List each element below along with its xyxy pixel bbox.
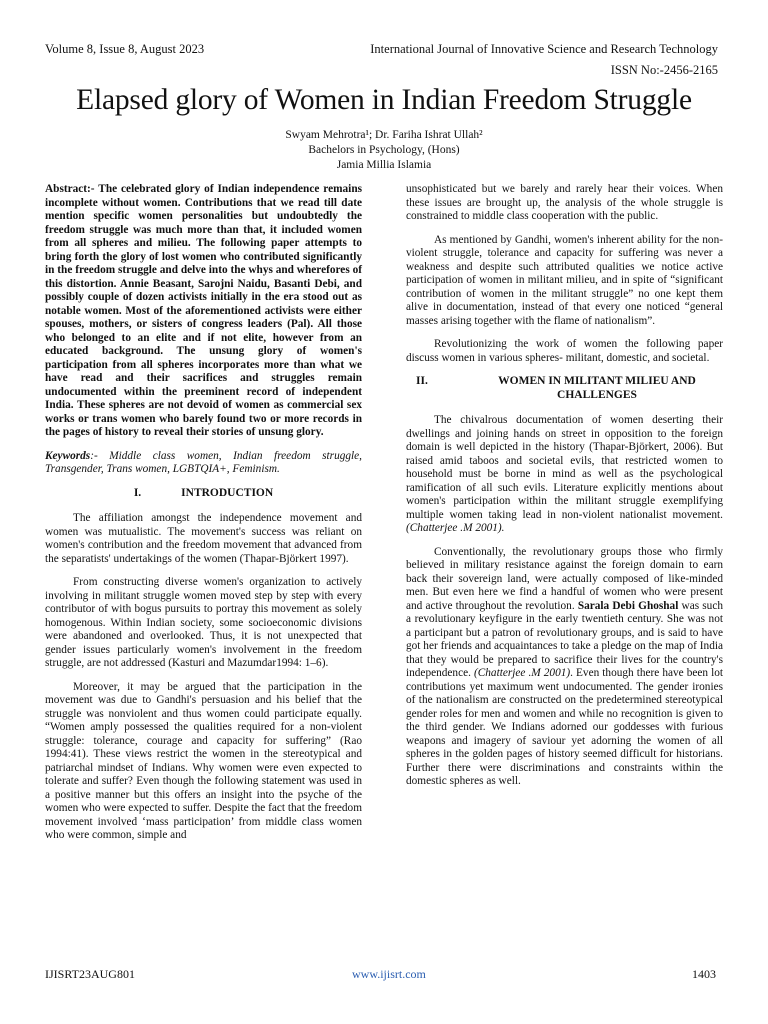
paragraph-text: was such a revolutionary keyfigure in the early twentieth century. She was not a participant but a patron of revolutionary groups, and is said to have got her friends and acquaintances to take a pledge on the map of India that they would be prepared to sacrifice their lives for the country's independence. [406,599,723,679]
volume-info: Volume 8, Issue 8, August 2023 [45,42,205,56]
author-institution: Jamia Millia Islamia [336,159,432,171]
section-heading-militant-milieu [406,375,723,402]
keywords-text: :- Middle class women, Indian freedom struggle, Transgender, Trans women, LGBTQIA+, Feminism. [45,449,362,475]
right-column [406,183,723,799]
author-block [0,128,768,173]
paragraph-text: Conventionally, the revolutionary groups those who firmly believed in military resistance against the foreign domain to earn back their sovereign land, were actually composed of like-minded men. But even here we find a handful of women who were present and active throughout the revolution. [406,545,723,612]
section-heading-introduction [45,487,362,501]
page-number: 1403 [692,967,716,981]
left-column [45,183,362,853]
keywords-label: Keywords [45,449,91,462]
paper-title: Elapsed glory of Women in Indian Freedom Struggle [76,84,692,116]
paragraph: From constructing diverse women's organization to actively involving in militant struggle women moved step by step with every contributor of with bogus pursuits to portray this movement as solely homogenous. Within Indian society, some socioeconomic divisions were abandoned and overlooked. Thus, it is not unexpected that gender issues particularly women's involvement in the freedom struggle, are not addressed (Kasturi and Mazumdar1994: 1–6). [45,576,362,669]
paragraph: The affiliation amongst the independence movement and women was mutualistic. The movement's success was reliant on women's contribution and the freedom movement that advanced from the separatists' undertakings of the women (Thapar-Björkert 1997). [45,512,362,565]
journal-url[interactable]: www.ijisrt.com [352,967,426,981]
author-names: Swyam Mehrotra¹; Dr. Fariha Ishrat Ullah² [285,129,483,141]
author-degree: Bachelors in Psychology, (Hons) [308,144,460,156]
paper-id: IJISRT23AUG801 [45,967,135,981]
paragraph: As mentioned by Gandhi, women's inherent ability for the non-violent struggle, tolerance and capacity for suffering was never a weakness and despite such attributed qualities we notice active participation of women in militant milieu, and in spite of “significant contribution of women in the militant struggle” no one kept them alive in documentation, instead of that every one noticed “general masses arising together with the flame of nationalism”. [406,233,723,327]
paragraph [406,546,723,789]
paragraph-text: . Even though there have been lot contributions yet maximum went undocumented. The gender ironies of the nationalism are constructed on the predetermined stereotypical gender roles for men and women and while no recognition is given to the third gender. We Indians adorned our goddesses with furious weapons and imagery of saviour yet adorning the women of all spheres in the golden pages of history seemed difficult for historians. Further there were discriminations and constraints within the domestic spheres as well. [406,667,724,787]
keywords [45,450,362,477]
citation: (Chatterjee .M 2001) [473,667,571,679]
section-title: WOMEN IN MILITANT MILIEU AND CHALLENGES [498,375,696,401]
paragraph: unsophisticated but we barely and rarely hear their voices. When these issues are brought up, the analysis of the whole struggle is constrained to middle class cooperation with the public. [406,183,723,222]
journal-name: International Journal of Innovative Science and Research Technology [370,42,718,56]
person-name: Sarala Debi Ghoshal [577,599,679,612]
paragraph-text: The chivalrous documentation of women deserting their dwellings and joining hands on street in opposition to the foreign domain is well depicted in the history (Thapar-Björkert, 2006). But raised amid taboos and societal evils, that restricted women to household must be borne in mind as well as the psychological ramification of all such evils. Literature explicitly mentions about women's participation within the militant struggle exemplifying multiple women taking lead in non-violent nationalist movement. [406,414,723,521]
section-number: II. [416,375,428,387]
abstract: Abstract:- The celebrated glory of Indian independence remains incomplete without women. Contributions that we read till date mention specific women personalities but undoubtedly the freedom struggle was much more than that, it included women from all spheres and milieu. The following paper attempts to bring forth the glory of lost women who contributed significantly in the freedom struggle and delve into the whys and wherefores of this distortion. Annie Beasant, Sarojni Naidu, Basanti Debi, and possibly couple of dozen activists initially in the era stood out as notable women. Most of the aforementioned activists were either spouses, mothers, or sisters of congress leaders (Pal). All those who belonged to an elite and if not elite, however from an educated background. The unsung glory of women's participation from all spheres incorporates more than what we have read and their sacrifices and struggles remain undocumented within the preeminent record of independent India. These spheres are not devoid of women as commercial sex works or trans women who barely found two or more records in the pages of history to reveal their stories of unsung glory. [45,183,362,438]
section-title: INTRODUCTION [181,486,274,499]
paragraph: Revolutionizing the work of women the following paper discuss women in various spheres- militant, domestic, and societal. [406,338,723,364]
citation: (Chatterjee .M 2001). [406,522,505,534]
paragraph: Moreover, it may be argued that the participation in the movement was due to Gandhi's persuasion and his belief that the struggle was nonviolent and thus women could participate equally. “Women amply possessed the qualities required for a non-violent struggle: tolerance, courage and capacity for suffering” (Rao 1994:41). These views restrict the women in the stereotypical and patriarchal mindset of Indians. Why women were even expected to tolerate and suffer? Even though the following statement was used in a positive manner but this offers an insight into the psyche of the women who were expected to suffer. Despite the fact that the freedom movement involved ‘mass participation’ from middle class women who were common, simple and [45,680,362,841]
paragraph [406,414,723,536]
section-number: I. [133,486,142,499]
issn: ISSN No:-2456-2165 [610,63,718,77]
